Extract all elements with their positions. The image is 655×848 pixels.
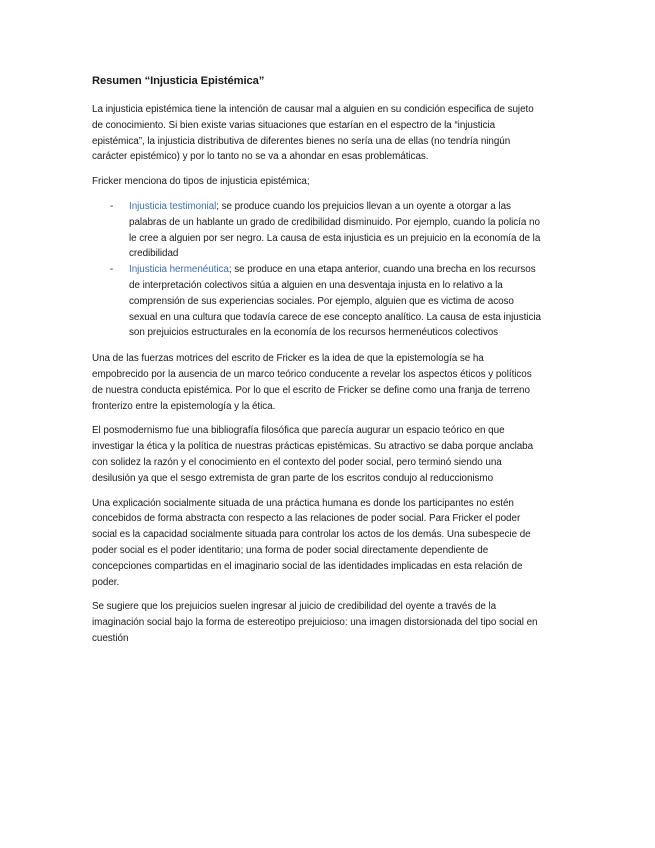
injustice-types-list (92, 199, 542, 341)
paragraph-social-power: Una explicación socialmente situada de una práctica humana es donde los participantes no estén concebidos de forma abstracta con respecto a las relaciones de poder social. Para Fricker el poder social es la capacidad socialmente situada para controlar los actos de los demás. Una subespecie de poder social es el poder identitario; una forma de poder social directamente dependiente de concepciones compartidas en el imaginario social de las identidades implicadas en esta relación de poder. (92, 497, 531, 588)
list-item-text: ; se produce en una etapa anterior, cuando una brecha en los recursos de interpretación colectivos sitúa a alguien en una desventaja injusta en lo relativo a la comprensión de sus experiencias sociales. Por ejemplo, alguien que es victima de acoso sexual en una cultura que todavía carece de ese concepto analítico. La causa de esta injusticia son prejuicios estructurales en la economía de los recursos hermenéuticos colectivos (129, 264, 541, 339)
list-item-text: ; se produce cuando los prejuicios llevan a un oyente a otorgar a las palabras de un hablante un grado de credibilidad disminuido. Por ejemplo, cuando la policía no le cree a alguien por ser negro. La causa de esta injusticia es un prejuicio en la economía de la credibilidad (129, 200, 541, 260)
paragraph-postmodernism: El posmodernismo fue una bibliografía filosófica que parecía augurar un espacio teórico en que investigar la ética y la política de nuestras prácticas epistémicas. Su atractivo se daba porque anclaba con solidez la razón y el conocimiento en el contexto del poder social, pero terminó siendo una desilusión ya que el sesgo extremista de gran parte de los escritos condujo al reduccionismo (92, 425, 534, 484)
list-item (92, 199, 542, 262)
types-intro-paragraph: Fricker menciona do tipos de injusticia epistémica; (92, 176, 310, 188)
list-item (92, 262, 542, 341)
list-dash: - (110, 200, 114, 212)
term-testimonial: Injusticia testimonial (129, 200, 217, 212)
paragraph-prejudice: Se sugiere que los prejuicios suelen ingresar al juicio de credibilidad del oyente a través de la imaginación social bajo la forma de estereotipo prejuicioso: una imagen distorsionada del tipo social en cuestión (92, 601, 538, 644)
term-hermeneutic: Injusticia hermenéutica (129, 264, 229, 276)
document-title: Resumen “Injusticia Epistémica” (92, 75, 265, 87)
intro-paragraph: La injusticia epistémica tiene la intención de causar mal a alguien en su condición especifica de sujeto de conocimiento. Si bien existe varias situaciones que estarían en el espectro de la “injusticia epistémica”, la injusticia distributiva de diferentes bienes no sería una de ellas (no tendría ningún carácter epistémico) y por lo tanto no se va a ahondar en esas problemáticas. (92, 104, 534, 163)
document-page (92, 74, 542, 656)
paragraph-epistemology: Una de las fuerzas motrices del escrito de Fricker es la idea de que la epistemología se ha empobrecido por la ausencia de un marco teórico conducente a revelar los aspectos éticos y políticos de nuestra conducta epistémica. Por lo que el escrito de Fricker se define como una franja de terreno fronterizo entre la epistemología y la ética. (92, 353, 532, 412)
list-dash: - (110, 264, 114, 276)
